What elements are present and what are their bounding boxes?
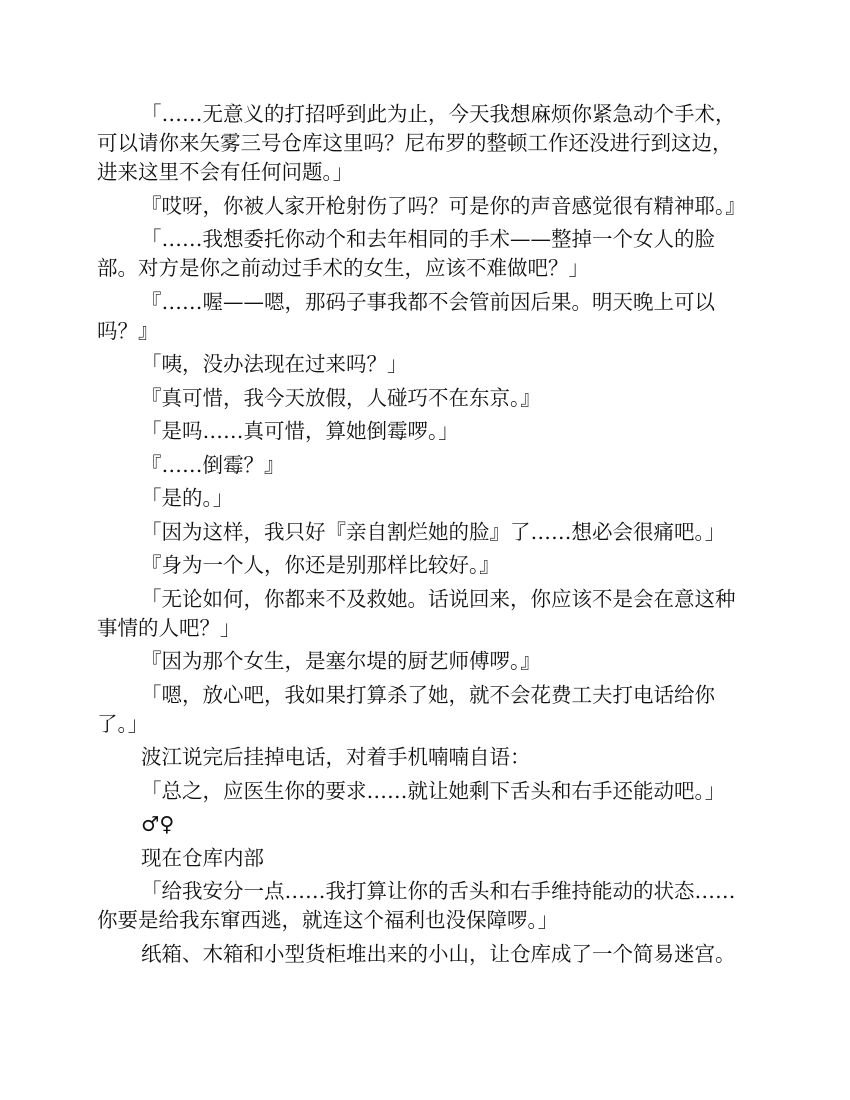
paragraph: 『真可惜，我今天放假，人碰巧不在东京。』 [141, 385, 541, 410]
section-divider: ♂♀ [141, 812, 175, 836]
paragraph: 「……我想委托你动个和去年相同的手术——整掉一个女人的脸部。对方是你之前动过手术的女生，应该不难做吧？」 [97, 227, 715, 280]
paragraph: 「无论如何，你都来不及救她。话说回来，你应该不是会在意这种事情的人吧？」 [97, 586, 736, 640]
document-page [97, 100, 749, 973]
paragraph: 纸箱、木箱和小型货柜堆出来的小山，让仓库成了一个简易迷宫。 [141, 941, 736, 966]
paragraph: 「是吗……真可惜，算她倒霉啰。」 [141, 419, 459, 443]
paragraph: 『哎呀，你被人家开枪射伤了吗？可是你的声音感觉很有精神耶。』 [141, 193, 746, 218]
paragraph: 波江说完后挂掉电话，对着手机喃喃自语： [141, 745, 531, 769]
scene-heading: 现在仓库内部 [141, 845, 264, 870]
paragraph: 「总之，应医生你的要求……就让她剩下舌头和右手还能动吧。」 [141, 778, 726, 803]
paragraph: 「是的。」 [141, 486, 234, 510]
paragraph: 『……倒霉？』 [141, 452, 285, 477]
paragraph: 「因为这样，我只好『亲自割烂她的脸』了……想必会很痛吧。」 [141, 519, 726, 544]
paragraph: 「给我安分一点……我打算让你的舌头和右手维持能动的状态……你要是给我东窜西逃，就连这个福利也没保障啰。」 [97, 879, 736, 932]
paragraph: 『……喔——嗯，那码子事我都不会管前因后果。明天晚上可以吗？』 [97, 289, 715, 343]
paragraph: 「……无意义的打招呼到此为止，今天我想麻烦你紧急动个手术，可以请你来矢雾三号仓库这里吗？尼布罗的整顿工作还没进行到这边，进来这里不会有任何问题。」 [97, 102, 736, 184]
paragraph: 「咦，没办法现在过来吗？」 [141, 352, 408, 376]
paragraph: 『身为一个人，你还是别那样比较好。』 [141, 553, 500, 577]
paragraph: 『因为那个女生，是塞尔堤的厨艺师傅啰。』 [141, 649, 541, 673]
paragraph: 「嗯，放心吧，我如果打算杀了她，就不会花费工夫打电话给你了。」 [97, 682, 715, 736]
